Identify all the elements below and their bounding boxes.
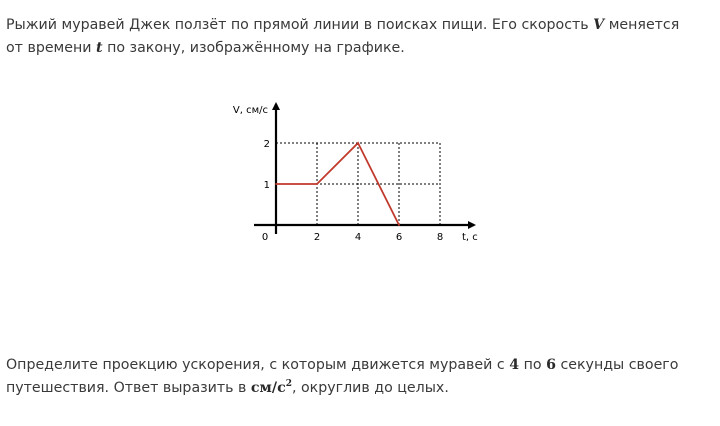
variable-t: t <box>96 40 103 56</box>
answer-unit <box>251 380 292 396</box>
data-point <box>275 183 277 185</box>
variable-v: V <box>593 17 605 33</box>
statement-line-2 <box>6 37 716 60</box>
question-text: по <box>519 357 547 373</box>
question-line-1 <box>6 354 716 377</box>
y-tick-label: 2 <box>263 139 270 150</box>
data-point <box>357 142 359 144</box>
x-tick-label: 8 <box>436 232 444 243</box>
question-text: Определите проекцию ускорения, с которым движется муравей с <box>6 357 510 373</box>
statement-text: Рыжий муравей Джек ползёт по прямой линии в поисках пищи. Его скорость <box>6 17 594 33</box>
x-tick-label: 2 <box>313 232 321 243</box>
question-text: секунды своего <box>555 357 679 373</box>
axis-labels <box>233 105 478 243</box>
unit-exponent: 2 <box>285 379 292 389</box>
data-point <box>398 224 400 226</box>
x-tick-label: 6 <box>395 232 403 243</box>
statement-text: по закону, изображённому на графике. <box>102 40 405 56</box>
chart-svg <box>230 98 490 248</box>
question-line-2 <box>6 377 716 400</box>
y-axis-label: V, см/с <box>232 105 268 116</box>
question <box>6 354 716 400</box>
problem-statement <box>6 14 716 60</box>
question-text: , округлив до целых. <box>291 380 449 396</box>
axes <box>254 104 474 234</box>
statement-text: меняется <box>604 17 680 33</box>
y-tick-label: 1 <box>263 180 270 191</box>
statement-text: от времени <box>6 40 96 56</box>
statement-line-1 <box>6 14 716 37</box>
unit-base: см/с <box>250 380 286 396</box>
velocity-time-chart <box>230 98 490 248</box>
time-from: 4 <box>509 357 520 373</box>
x-axis-label: t, c <box>462 232 478 243</box>
question-text: путешествия. Ответ выразить в <box>6 380 251 396</box>
origin-label: 0 <box>261 232 269 243</box>
x-tick-label: 4 <box>354 232 362 243</box>
time-to: 6 <box>546 357 556 373</box>
data-point <box>316 183 318 185</box>
